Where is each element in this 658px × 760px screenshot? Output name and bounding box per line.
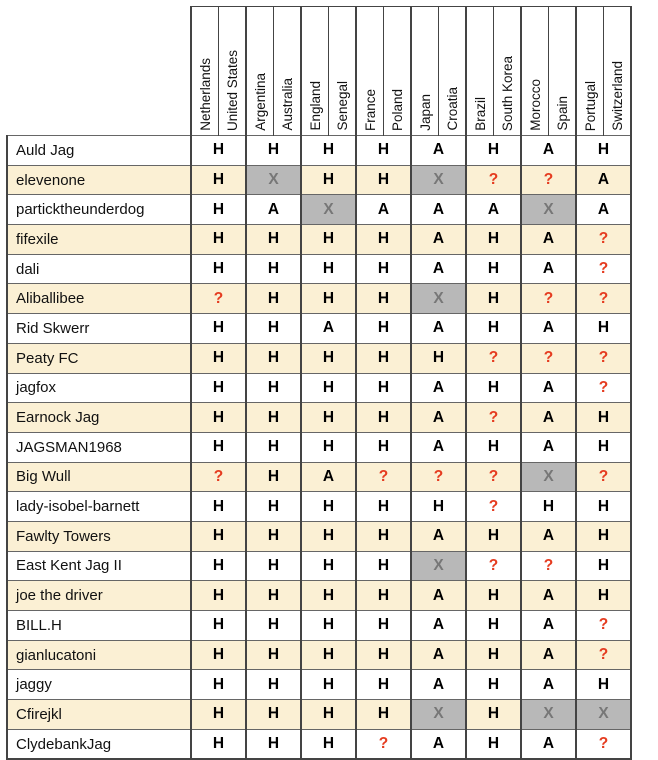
pick-cell: X [521,462,576,492]
pick-cell: H [246,136,301,166]
pick-cell: H [246,225,301,255]
player-name: dali [7,254,191,284]
pick-cell: H [356,521,411,551]
pick-cell: H [466,284,521,314]
table-row [7,492,631,522]
pick-cell: H [246,700,301,730]
pick-cell: A [521,581,576,611]
table-row [7,225,631,255]
pick-cell: H [191,403,246,433]
pick-cell: ? [521,284,576,314]
pick-cell: A [521,640,576,670]
pick-cell: A [521,729,576,759]
team-header: Senegal [329,7,357,136]
pick-cell: ? [466,403,521,433]
pick-cell: X [576,700,631,730]
pick-cell: ? [576,284,631,314]
pick-cell: H [246,670,301,700]
table-row [7,521,631,551]
pick-cell: H [301,165,356,195]
pick-cell: A [411,254,466,284]
pick-cell: A [576,195,631,225]
pick-cell: A [411,225,466,255]
team-header: Portugal [576,7,604,136]
team-header: Brazil [466,7,494,136]
table-row [7,700,631,730]
player-name: gianlucatoni [7,640,191,670]
pick-cell: H [356,611,411,641]
pick-cell: H [301,254,356,284]
pick-cell: A [576,165,631,195]
pick-cell: H [191,225,246,255]
pick-cell: A [521,611,576,641]
player-name: Fawlty Towers [7,521,191,551]
pick-cell: A [521,254,576,284]
pick-cell: H [301,729,356,759]
pick-cell: ? [521,343,576,373]
player-name: Earnock Jag [7,403,191,433]
pick-cell: H [191,611,246,641]
pick-cell: H [191,640,246,670]
pick-cell: H [246,521,301,551]
pick-cell: H [191,373,246,403]
pick-cell: H [356,343,411,373]
table-row [7,165,631,195]
pick-cell: A [411,403,466,433]
pick-cell: A [521,521,576,551]
team-header-row [7,7,631,136]
pick-cell: H [246,343,301,373]
pick-cell: A [521,403,576,433]
pick-cell: A [246,195,301,225]
table-row [7,284,631,314]
pick-cell: H [466,670,521,700]
pick-cell: H [246,729,301,759]
pick-cell: A [521,432,576,462]
pick-cell: H [356,492,411,522]
pick-cell: H [191,551,246,581]
pick-cell: H [191,700,246,730]
pick-cell: H [246,640,301,670]
pick-cell: ? [576,729,631,759]
pick-cell: A [411,670,466,700]
team-header: Japan [411,7,439,136]
player-name: jagfox [7,373,191,403]
pick-cell: H [246,462,301,492]
team-header: Australia [274,7,302,136]
pick-cell: X [411,700,466,730]
table-row [7,640,631,670]
pick-cell: H [576,551,631,581]
pick-cell: H [466,700,521,730]
pick-cell: ? [466,165,521,195]
table-row [7,670,631,700]
table-row [7,373,631,403]
pick-cell: H [356,314,411,344]
pick-cell: ? [466,343,521,373]
player-name: Cfirejkl [7,700,191,730]
pick-cell: H [191,492,246,522]
pick-cell: X [411,551,466,581]
pick-cell: H [466,225,521,255]
pick-cell: H [301,343,356,373]
pick-cell: H [466,729,521,759]
pick-cell: H [356,700,411,730]
pick-cell: H [246,373,301,403]
pick-cell: X [246,165,301,195]
pick-cell: A [411,640,466,670]
pick-cell: A [411,581,466,611]
table-row [7,254,631,284]
pick-cell: A [521,373,576,403]
player-name: lady-isobel-barnett [7,492,191,522]
pick-cell: H [356,551,411,581]
pick-cell: ? [521,551,576,581]
table-row [7,343,631,373]
pick-cell: H [191,254,246,284]
pick-cell: H [356,136,411,166]
pick-cell: H [301,225,356,255]
pick-cell: ? [466,492,521,522]
pick-cell: H [576,136,631,166]
pick-cell: H [576,492,631,522]
pick-cell: H [246,581,301,611]
pick-cell: H [246,403,301,433]
pick-cell: ? [576,611,631,641]
table-row [7,195,631,225]
pick-cell: ? [576,343,631,373]
pick-cell: ? [356,729,411,759]
pick-cell: H [466,373,521,403]
pick-cell: H [356,403,411,433]
pick-cell: H [466,581,521,611]
pick-cell: A [521,136,576,166]
player-name: fifexile [7,225,191,255]
team-header: England [301,7,329,136]
pick-cell: A [411,729,466,759]
pick-cell: H [301,551,356,581]
table-row [7,432,631,462]
pick-cell: H [191,581,246,611]
pick-cell: A [411,373,466,403]
pick-cell: A [521,225,576,255]
pick-cell: H [521,492,576,522]
pick-cell: H [411,492,466,522]
table-row [7,581,631,611]
pick-cell: H [576,670,631,700]
pick-cell: H [191,432,246,462]
pick-cell: H [576,403,631,433]
pick-cell: H [356,670,411,700]
pick-cell: H [301,284,356,314]
pick-cell: ? [521,165,576,195]
pick-cell: H [301,403,356,433]
pick-cell: H [246,611,301,641]
pick-cell: X [521,195,576,225]
table-row [7,136,631,166]
pick-cell: H [356,432,411,462]
header-corner [7,7,191,136]
pick-cell: H [191,195,246,225]
team-header: United States [219,7,247,136]
team-header: Poland [384,7,412,136]
pick-cell: H [576,521,631,551]
pick-cell: ? [576,640,631,670]
player-name: Auld Jag [7,136,191,166]
pick-cell: A [411,314,466,344]
pick-cell: X [411,165,466,195]
pick-cell: X [411,284,466,314]
player-name: East Kent Jag II [7,551,191,581]
pick-cell: H [576,432,631,462]
pick-cell: ? [576,462,631,492]
pick-cell: H [356,254,411,284]
player-name: joe the driver [7,581,191,611]
pick-cell: H [246,314,301,344]
pick-cell: H [191,165,246,195]
pick-cell: H [301,640,356,670]
pick-cell: H [191,670,246,700]
pick-cell: H [466,254,521,284]
team-header: France [356,7,384,136]
table-row [7,314,631,344]
pick-cell: H [246,254,301,284]
pick-cell: H [191,521,246,551]
pick-cell: A [411,432,466,462]
pick-cell: H [466,611,521,641]
pick-cell: H [301,700,356,730]
team-header: South Korea [494,7,522,136]
pick-cell: H [301,611,356,641]
pick-cell: H [411,343,466,373]
pick-cell: A [301,314,356,344]
pick-cell: H [301,432,356,462]
player-name: jaggy [7,670,191,700]
pick-cell: X [301,195,356,225]
pick-cell: H [191,314,246,344]
pick-cell: ? [466,462,521,492]
pick-cell: X [521,700,576,730]
pick-cell: H [191,729,246,759]
pick-cell: A [466,195,521,225]
pick-cell: A [411,195,466,225]
table-row [7,462,631,492]
player-name: Big Wull [7,462,191,492]
pick-cell: H [301,492,356,522]
table-row [7,729,631,759]
pick-cell: H [301,373,356,403]
pick-cell: A [301,462,356,492]
table-row [7,551,631,581]
pick-cell: A [411,521,466,551]
pick-cell: H [466,521,521,551]
pick-cell: H [576,581,631,611]
pick-cell: H [301,521,356,551]
player-name: BILL.H [7,611,191,641]
player-name: ClydebankJag [7,729,191,759]
pick-cell: A [411,136,466,166]
player-name: Peaty FC [7,343,191,373]
team-header: Morocco [521,7,549,136]
pick-cell: H [576,314,631,344]
team-header: Argentina [246,7,274,136]
pick-cell: A [521,670,576,700]
pick-cell: H [191,136,246,166]
predictions-body [7,136,631,760]
pick-cell: H [301,581,356,611]
pick-cell: ? [576,225,631,255]
pick-cell: H [246,551,301,581]
pick-cell: H [301,670,356,700]
pick-cell: A [356,195,411,225]
pick-cell: H [356,165,411,195]
pick-cell: ? [356,462,411,492]
pick-cell: ? [411,462,466,492]
pick-cell: H [466,640,521,670]
pick-cell: H [246,432,301,462]
player-name: JAGSMAN1968 [7,432,191,462]
pick-cell: ? [576,254,631,284]
pick-cell: H [301,136,356,166]
team-header: Switzerland [604,7,632,136]
pick-cell: H [191,343,246,373]
pick-cell: A [521,314,576,344]
pick-cell: ? [191,462,246,492]
pick-cell: ? [576,373,631,403]
team-header: Spain [549,7,577,136]
pick-cell: H [466,314,521,344]
pick-cell: H [466,136,521,166]
team-header: Netherlands [191,7,219,136]
table-row [7,611,631,641]
pick-cell: H [356,284,411,314]
pick-cell: H [466,432,521,462]
predictions-table [6,6,632,760]
pick-cell: H [356,225,411,255]
team-header: Croatia [439,7,467,136]
pick-cell: H [356,373,411,403]
pick-cell: H [246,492,301,522]
player-name: elevenone [7,165,191,195]
pick-cell: H [246,284,301,314]
player-name: Aliballibee [7,284,191,314]
pick-cell: H [356,640,411,670]
pick-cell: ? [191,284,246,314]
player-name: Rid Skwerr [7,314,191,344]
pick-cell: ? [466,551,521,581]
pick-cell: H [356,581,411,611]
pick-cell: A [411,611,466,641]
table-row [7,403,631,433]
player-name: particktheunderdog [7,195,191,225]
